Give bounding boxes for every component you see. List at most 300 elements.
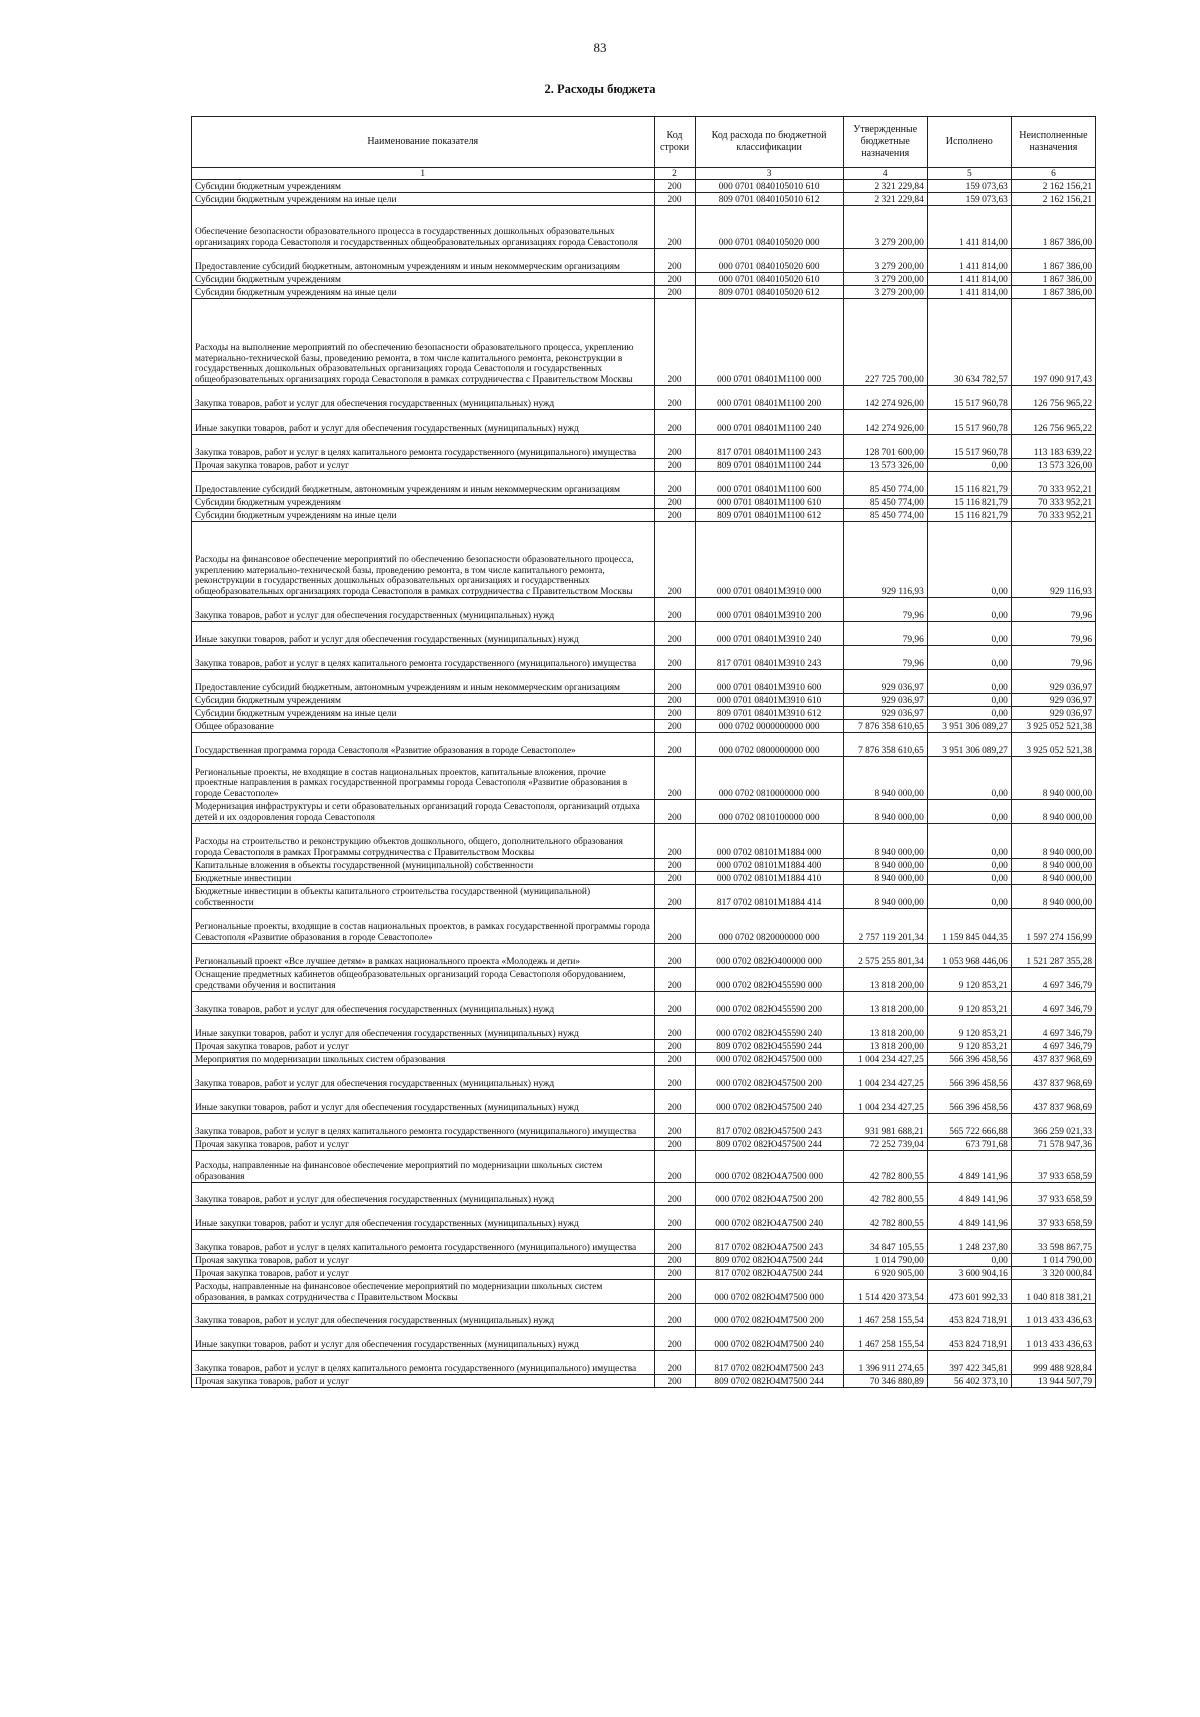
row-line-code: 200 (654, 386, 695, 410)
row-unexecuted: 4 697 346,79 (1011, 992, 1095, 1016)
row-executed: 1 159 845 044,35 (927, 909, 1011, 944)
table-row (192, 1375, 1096, 1388)
table-row (192, 800, 1096, 824)
row-line-code: 200 (654, 1280, 695, 1304)
row-budget-code: 817 0702 082Ю4А7500 244 (695, 1267, 843, 1280)
row-unexecuted: 3 925 052 521,38 (1011, 720, 1095, 733)
row-approved: 2 321 229,84 (843, 180, 927, 193)
row-approved: 8 940 000,00 (843, 757, 927, 800)
table-row (192, 496, 1096, 509)
row-line-code: 200 (654, 859, 695, 872)
row-budget-code: 000 0702 082Ю4А7500 240 (695, 1206, 843, 1230)
row-approved: 1 004 234 427,25 (843, 1066, 927, 1090)
row-budget-code: 000 0702 082Ю455590 200 (695, 992, 843, 1016)
row-line-code: 200 (654, 472, 695, 496)
row-approved: 85 450 774,00 (843, 509, 927, 522)
row-budget-code: 000 0702 082Ю400000 000 (695, 944, 843, 968)
row-budget-code: 000 0702 082Ю457500 240 (695, 1090, 843, 1114)
row-budget-code: 000 0702 082Ю457500 200 (695, 1066, 843, 1090)
row-unexecuted: 37 933 658,59 (1011, 1151, 1095, 1183)
row-executed: 3 951 306 089,27 (927, 733, 1011, 757)
row-unexecuted: 437 837 968,69 (1011, 1090, 1095, 1114)
table-row (192, 1327, 1096, 1351)
row-budget-code: 000 0702 0810100000 000 (695, 800, 843, 824)
table-row (192, 386, 1096, 410)
row-line-code: 200 (654, 1206, 695, 1230)
row-line-code: 200 (654, 1138, 695, 1151)
row-line-code: 200 (654, 1351, 695, 1375)
row-approved: 227 725 700,00 (843, 299, 927, 386)
table-row (192, 598, 1096, 622)
row-budget-code: 000 0701 08401M3910 240 (695, 622, 843, 646)
row-executed: 3 600 904,16 (927, 1267, 1011, 1280)
row-executed: 0,00 (927, 707, 1011, 720)
row-approved: 1 004 234 427,25 (843, 1053, 927, 1066)
row-budget-code: 809 0701 0840105010 612 (695, 193, 843, 206)
row-unexecuted: 71 578 947,36 (1011, 1138, 1095, 1151)
row-executed: 15 116 821,79 (927, 472, 1011, 496)
row-name: Прочая закупка товаров, работ и услуг (192, 1138, 655, 1151)
row-budget-code: 000 0702 082Ю457500 000 (695, 1053, 843, 1066)
row-executed: 0,00 (927, 757, 1011, 800)
row-unexecuted: 8 940 000,00 (1011, 824, 1095, 859)
row-unexecuted: 3 925 052 521,38 (1011, 733, 1095, 757)
row-executed: 3 951 306 089,27 (927, 720, 1011, 733)
row-unexecuted: 4 697 346,79 (1011, 1040, 1095, 1053)
row-approved: 79,96 (843, 622, 927, 646)
row-executed: 159 073,63 (927, 193, 1011, 206)
row-executed: 453 824 718,91 (927, 1304, 1011, 1327)
row-unexecuted: 2 162 156,21 (1011, 180, 1095, 193)
table-row (192, 1040, 1096, 1053)
row-budget-code: 817 0701 08401M3910 243 (695, 646, 843, 670)
row-approved: 1 514 420 373,54 (843, 1280, 927, 1304)
row-name: Прочая закупка товаров, работ и услуг (192, 1254, 655, 1267)
row-unexecuted: 79,96 (1011, 646, 1095, 670)
row-approved: 1 467 258 155,54 (843, 1327, 927, 1351)
row-unexecuted: 70 333 952,21 (1011, 472, 1095, 496)
row-unexecuted: 929 036,97 (1011, 707, 1095, 720)
row-executed: 30 634 782,57 (927, 299, 1011, 386)
row-line-code: 200 (654, 193, 695, 206)
table-row (192, 472, 1096, 496)
row-approved: 3 279 200,00 (843, 249, 927, 273)
row-approved: 2 321 229,84 (843, 193, 927, 206)
row-line-code: 200 (654, 1375, 695, 1388)
row-name: Иные закупки товаров, работ и услуг для обеспечения государственных (муниципальных) нужд (192, 1090, 655, 1114)
row-unexecuted: 1 014 790,00 (1011, 1254, 1095, 1267)
table-row (192, 180, 1096, 193)
table-row (192, 1090, 1096, 1114)
row-executed: 0,00 (927, 622, 1011, 646)
row-executed: 0,00 (927, 694, 1011, 707)
row-executed: 0,00 (927, 859, 1011, 872)
row-unexecuted: 1 521 287 355,28 (1011, 944, 1095, 968)
row-name: Модернизация инфраструктуры и сети образовательных организаций города Севастополя, организаций отдыха детей и их оздоровления города Севастополя (192, 800, 655, 824)
row-executed: 4 849 141,96 (927, 1206, 1011, 1230)
row-line-code: 200 (654, 757, 695, 800)
row-approved: 2 757 119 201,34 (843, 909, 927, 944)
row-line-code: 200 (654, 1016, 695, 1040)
row-executed: 4 849 141,96 (927, 1183, 1011, 1206)
table-row (192, 1230, 1096, 1254)
row-executed: 0,00 (927, 872, 1011, 885)
row-name: Субсидии бюджетным учреждениям (192, 496, 655, 509)
row-budget-code: 000 0701 08401M1100 000 (695, 299, 843, 386)
row-unexecuted: 8 940 000,00 (1011, 800, 1095, 824)
row-executed: 0,00 (927, 885, 1011, 909)
row-budget-code: 817 0702 082Ю4А7500 243 (695, 1230, 843, 1254)
row-unexecuted: 126 756 965,22 (1011, 410, 1095, 435)
budget-expenses-table (191, 116, 1096, 1388)
row-name: Закупка товаров, работ и услуг в целях капитального ремонта государственного (муниципального) имущества (192, 1230, 655, 1254)
section-title: 2. Расходы бюджета (544, 82, 656, 96)
row-budget-code: 809 0702 082Ю457500 244 (695, 1138, 843, 1151)
table-row (192, 1267, 1096, 1280)
row-line-code: 200 (654, 1053, 695, 1066)
row-budget-code: 000 0701 0840105020 610 (695, 273, 843, 286)
row-unexecuted: 126 756 965,22 (1011, 386, 1095, 410)
row-approved: 85 450 774,00 (843, 472, 927, 496)
table-row (192, 1151, 1096, 1183)
row-line-code: 200 (654, 733, 695, 757)
table-header-row (192, 117, 1096, 168)
row-name: Иные закупки товаров, работ и услуг для обеспечения государственных (муниципальных) нужд (192, 622, 655, 646)
row-approved: 7 876 358 610,65 (843, 720, 927, 733)
row-approved: 8 940 000,00 (843, 885, 927, 909)
row-budget-code: 000 0702 082Ю4М7500 200 (695, 1304, 843, 1327)
row-executed: 673 791,68 (927, 1138, 1011, 1151)
row-unexecuted: 79,96 (1011, 598, 1095, 622)
table-row (192, 757, 1096, 800)
row-unexecuted: 8 940 000,00 (1011, 872, 1095, 885)
row-unexecuted: 70 333 952,21 (1011, 496, 1095, 509)
row-line-code: 200 (654, 1066, 695, 1090)
row-line-code: 200 (654, 1254, 695, 1267)
table-row (192, 944, 1096, 968)
row-name: Бюджетные инвестиции (192, 872, 655, 885)
row-budget-code: 000 0702 0810000000 000 (695, 757, 843, 800)
row-line-code: 200 (654, 598, 695, 622)
row-line-code: 200 (654, 410, 695, 435)
row-name: Региональные проекты, входящие в состав национальных проектов, в рамках государственной программы города Севастополя «Развитие образования в городе Севастополе» (192, 909, 655, 944)
row-approved: 142 274 926,00 (843, 386, 927, 410)
row-executed: 566 396 458,56 (927, 1090, 1011, 1114)
row-unexecuted: 4 697 346,79 (1011, 1016, 1095, 1040)
row-budget-code: 000 0702 082Ю4М7500 240 (695, 1327, 843, 1351)
row-budget-code: 817 0702 082Ю457500 243 (695, 1114, 843, 1138)
row-name: Прочая закупка товаров, работ и услуг (192, 1267, 655, 1280)
table-row (192, 670, 1096, 694)
table-row (192, 824, 1096, 859)
row-line-code: 200 (654, 273, 695, 286)
row-budget-code: 000 0702 082Ю455590 000 (695, 968, 843, 992)
row-budget-code: 000 0702 08101M1884 400 (695, 859, 843, 872)
row-line-code: 200 (654, 622, 695, 646)
row-unexecuted: 37 933 658,59 (1011, 1183, 1095, 1206)
row-executed: 15 116 821,79 (927, 509, 1011, 522)
table-row (192, 1138, 1096, 1151)
row-unexecuted: 8 940 000,00 (1011, 885, 1095, 909)
row-budget-code: 000 0702 0800000000 000 (695, 733, 843, 757)
row-approved: 2 575 255 801,34 (843, 944, 927, 968)
row-approved: 1 014 790,00 (843, 1254, 927, 1267)
row-budget-code: 809 0701 08401M3910 612 (695, 707, 843, 720)
row-executed: 9 120 853,21 (927, 1040, 1011, 1053)
row-line-code: 200 (654, 206, 695, 249)
row-unexecuted: 70 333 952,21 (1011, 509, 1095, 522)
row-name: Иные закупки товаров, работ и услуг для обеспечения государственных (муниципальных) нужд (192, 410, 655, 435)
row-name: Расходы на строительство и реконструкцию объектов дошкольного, общего, дополнительного образования города Севастополя в рамках Программы сотрудничества с Правительством Москвы (192, 824, 655, 859)
row-unexecuted: 113 183 639,22 (1011, 435, 1095, 459)
row-approved: 13 818 200,00 (843, 992, 927, 1016)
row-executed: 1 411 814,00 (927, 249, 1011, 273)
row-budget-code: 809 0702 082Ю4А7500 244 (695, 1254, 843, 1267)
row-name: Закупка товаров, работ и услуг в целях капитального ремонта государственного (муниципального) имущества (192, 1114, 655, 1138)
row-name: Субсидии бюджетным учреждениям на иные цели (192, 286, 655, 299)
table-row (192, 622, 1096, 646)
column-numbers-row (192, 168, 1096, 180)
row-name: Закупка товаров, работ и услуг в целях капитального ремонта государственного (муниципального) имущества (192, 1351, 655, 1375)
row-budget-code: 809 0701 08401M1100 244 (695, 459, 843, 472)
row-executed: 56 402 373,10 (927, 1375, 1011, 1388)
row-executed: 0,00 (927, 522, 1011, 598)
row-approved: 1 396 911 274,65 (843, 1351, 927, 1375)
row-name: Прочая закупка товаров, работ и услуг (192, 1040, 655, 1053)
row-approved: 42 782 800,55 (843, 1183, 927, 1206)
row-unexecuted: 1 013 433 436,63 (1011, 1327, 1095, 1351)
table-row (192, 206, 1096, 249)
table-row (192, 707, 1096, 720)
row-name: Оснащение предметных кабинетов общеобразовательных организаций города Севастополя оборудованием, средствами обучения и воспитания (192, 968, 655, 992)
row-approved: 79,96 (843, 598, 927, 622)
row-line-code: 200 (654, 1327, 695, 1351)
row-budget-code: 000 0702 082Ю4А7500 200 (695, 1183, 843, 1206)
row-executed: 15 517 960,78 (927, 435, 1011, 459)
row-line-code: 200 (654, 496, 695, 509)
row-name: Капитальные вложения в объекты государственной (муниципальной) собственности (192, 859, 655, 872)
table-row (192, 859, 1096, 872)
row-executed: 0,00 (927, 670, 1011, 694)
row-budget-code: 000 0701 0840105020 600 (695, 249, 843, 273)
header-line-code: Код строки (654, 117, 695, 168)
row-line-code: 200 (654, 1230, 695, 1254)
row-approved: 929 036,97 (843, 707, 927, 720)
row-line-code: 200 (654, 707, 695, 720)
row-budget-code: 000 0701 08401M3910 610 (695, 694, 843, 707)
table-row (192, 1304, 1096, 1327)
row-name: Субсидии бюджетным учреждениям (192, 273, 655, 286)
row-line-code: 200 (654, 1304, 695, 1327)
table-row (192, 1016, 1096, 1040)
row-unexecuted: 366 259 021,33 (1011, 1114, 1095, 1138)
row-approved: 34 847 105,55 (843, 1230, 927, 1254)
row-name: Закупка товаров, работ и услуг для обеспечения государственных (муниципальных) нужд (192, 1183, 655, 1206)
header-name: Наименование показателя (192, 117, 655, 168)
row-budget-code: 000 0702 082Ю4М7500 000 (695, 1280, 843, 1304)
row-line-code: 200 (654, 670, 695, 694)
row-budget-code: 000 0701 0840105010 610 (695, 180, 843, 193)
row-name: Расходы на выполнение мероприятий по обеспечению безопасности образовательного процесса, укреплению материально-технической базы, проведению ремонта, в том числе капитального ремонта, реконструкции в государственных дошкольных образовательных организациях города Севастополя и государственных общеобразовательных организациях города Севастополя в рамках сотрудничества с Правительством Москвы (192, 299, 655, 386)
row-unexecuted: 1 867 386,00 (1011, 249, 1095, 273)
row-unexecuted: 8 940 000,00 (1011, 757, 1095, 800)
row-name: Прочая закупка товаров, работ и услуг (192, 1375, 655, 1388)
row-name: Прочая закупка товаров, работ и услуг (192, 459, 655, 472)
row-executed: 566 396 458,56 (927, 1053, 1011, 1066)
row-approved: 3 279 200,00 (843, 286, 927, 299)
row-line-code: 200 (654, 944, 695, 968)
row-line-code: 200 (654, 800, 695, 824)
table-row (192, 968, 1096, 992)
row-approved: 85 450 774,00 (843, 496, 927, 509)
row-executed: 0,00 (927, 598, 1011, 622)
row-line-code: 200 (654, 286, 695, 299)
header-budget-code: Код расхода по бюджетной классификации (695, 117, 843, 168)
row-approved: 929 036,97 (843, 694, 927, 707)
header-executed: Исполнено (927, 117, 1011, 168)
row-executed: 9 120 853,21 (927, 992, 1011, 1016)
row-unexecuted: 13 573 326,00 (1011, 459, 1095, 472)
row-approved: 6 920 905,00 (843, 1267, 927, 1280)
row-unexecuted: 13 944 507,79 (1011, 1375, 1095, 1388)
row-budget-code: 000 0701 08401M3910 200 (695, 598, 843, 622)
row-name: Расходы, направленные на финансовое обеспечение мероприятий по модернизации школьных систем образования (192, 1151, 655, 1183)
row-budget-code: 000 0701 08401M3910 600 (695, 670, 843, 694)
row-name: Иные закупки товаров, работ и услуг для обеспечения государственных (муниципальных) нужд (192, 1206, 655, 1230)
row-unexecuted: 1 867 386,00 (1011, 206, 1095, 249)
row-line-code: 200 (654, 909, 695, 944)
row-executed: 1 053 968 446,06 (927, 944, 1011, 968)
row-line-code: 200 (654, 1090, 695, 1114)
row-executed: 9 120 853,21 (927, 968, 1011, 992)
row-approved: 79,96 (843, 646, 927, 670)
row-unexecuted: 37 933 658,59 (1011, 1206, 1095, 1230)
table-row (192, 872, 1096, 885)
row-budget-code: 000 0702 08101M1884 000 (695, 824, 843, 859)
column-number: 4 (843, 168, 927, 180)
row-line-code: 200 (654, 694, 695, 707)
row-unexecuted: 999 488 928,84 (1011, 1351, 1095, 1375)
row-executed: 0,00 (927, 824, 1011, 859)
row-approved: 929 036,97 (843, 670, 927, 694)
row-approved: 142 274 926,00 (843, 410, 927, 435)
row-executed: 0,00 (927, 646, 1011, 670)
header-unexecuted: Неисполненные назначения (1011, 117, 1095, 168)
row-executed: 566 396 458,56 (927, 1066, 1011, 1090)
row-executed: 0,00 (927, 1254, 1011, 1267)
table-row (192, 733, 1096, 757)
row-budget-code: 000 0702 0000000000 000 (695, 720, 843, 733)
table-row (192, 273, 1096, 286)
row-unexecuted: 2 162 156,21 (1011, 193, 1095, 206)
row-unexecuted: 437 837 968,69 (1011, 1053, 1095, 1066)
table-row (192, 646, 1096, 670)
row-budget-code: 809 0701 08401M1100 612 (695, 509, 843, 522)
row-line-code: 200 (654, 992, 695, 1016)
row-approved: 8 940 000,00 (843, 859, 927, 872)
row-budget-code: 809 0701 0840105020 612 (695, 286, 843, 299)
column-number: 6 (1011, 168, 1095, 180)
row-approved: 8 940 000,00 (843, 824, 927, 859)
row-name: Бюджетные инвестиции в объекты капитального строительства государственной (муниципальной) собственности (192, 885, 655, 909)
row-line-code: 200 (654, 1183, 695, 1206)
row-budget-code: 817 0702 08101M1884 414 (695, 885, 843, 909)
table-row (192, 909, 1096, 944)
row-name: Предоставление субсидий бюджетным, автономным учреждениям и иным некоммерческим организациям (192, 472, 655, 496)
row-line-code: 200 (654, 509, 695, 522)
row-name: Субсидии бюджетным учреждениям на иные цели (192, 509, 655, 522)
row-approved: 13 818 200,00 (843, 1016, 927, 1040)
row-budget-code: 809 0702 082Ю455590 244 (695, 1040, 843, 1053)
row-unexecuted: 1 013 433 436,63 (1011, 1304, 1095, 1327)
row-approved: 8 940 000,00 (843, 872, 927, 885)
row-unexecuted: 197 090 917,43 (1011, 299, 1095, 386)
row-line-code: 200 (654, 249, 695, 273)
row-executed: 1 411 814,00 (927, 273, 1011, 286)
row-unexecuted: 4 697 346,79 (1011, 968, 1095, 992)
row-unexecuted: 929 036,97 (1011, 694, 1095, 707)
row-name: Закупка товаров, работ и услуг для обеспечения государственных (муниципальных) нужд (192, 1066, 655, 1090)
row-line-code: 200 (654, 720, 695, 733)
table-row (192, 522, 1096, 598)
row-executed: 0,00 (927, 459, 1011, 472)
row-approved: 13 818 200,00 (843, 1040, 927, 1053)
table-row (192, 509, 1096, 522)
header-approved: Утвержденные бюджетные назначения (843, 117, 927, 168)
row-unexecuted: 3 320 000,84 (1011, 1267, 1095, 1280)
row-name: Субсидии бюджетным учреждениям на иные цели (192, 193, 655, 206)
row-approved: 3 279 200,00 (843, 273, 927, 286)
row-budget-code: 000 0702 082Ю455590 240 (695, 1016, 843, 1040)
row-approved: 1 004 234 427,25 (843, 1090, 927, 1114)
row-approved: 7 876 358 610,65 (843, 733, 927, 757)
row-unexecuted: 929 036,97 (1011, 670, 1095, 694)
row-approved: 1 467 258 155,54 (843, 1304, 927, 1327)
row-approved: 3 279 200,00 (843, 206, 927, 249)
row-name: Предоставление субсидий бюджетным, автономным учреждениям и иным некоммерческим организациям (192, 249, 655, 273)
row-executed: 15 116 821,79 (927, 496, 1011, 509)
row-name: Закупка товаров, работ и услуг для обеспечения государственных (муниципальных) нужд (192, 992, 655, 1016)
row-executed: 1 248 237,80 (927, 1230, 1011, 1254)
row-approved: 42 782 800,55 (843, 1206, 927, 1230)
row-unexecuted: 1 867 386,00 (1011, 286, 1095, 299)
row-name: Региональный проект «Все лучшее детям» в рамках национального проекта «Молодежь и дети» (192, 944, 655, 968)
row-budget-code: 000 0701 08401M1100 240 (695, 410, 843, 435)
row-name: Закупка товаров, работ и услуг для обеспечения государственных (муниципальных) нужд (192, 598, 655, 622)
row-budget-code: 000 0702 0820000000 000 (695, 909, 843, 944)
row-name: Иные закупки товаров, работ и услуг для обеспечения государственных (муниципальных) нужд (192, 1327, 655, 1351)
page-number: 83 (593, 40, 607, 55)
row-budget-code: 000 0701 08401M1100 610 (695, 496, 843, 509)
table-row (192, 1066, 1096, 1090)
row-unexecuted: 1 597 274 156,99 (1011, 909, 1095, 944)
table-row (192, 299, 1096, 386)
row-executed: 397 422 345,81 (927, 1351, 1011, 1375)
table-row (192, 992, 1096, 1016)
row-line-code: 200 (654, 1040, 695, 1053)
row-line-code: 200 (654, 872, 695, 885)
row-name: Субсидии бюджетным учреждениям (192, 694, 655, 707)
row-unexecuted: 79,96 (1011, 622, 1095, 646)
row-line-code: 200 (654, 522, 695, 598)
row-approved: 13 573 326,00 (843, 459, 927, 472)
row-unexecuted: 8 940 000,00 (1011, 859, 1095, 872)
row-line-code: 200 (654, 824, 695, 859)
row-unexecuted: 1 867 386,00 (1011, 273, 1095, 286)
row-executed: 4 849 141,96 (927, 1151, 1011, 1183)
row-executed: 9 120 853,21 (927, 1016, 1011, 1040)
row-name: Субсидии бюджетным учреждениям на иные цели (192, 707, 655, 720)
